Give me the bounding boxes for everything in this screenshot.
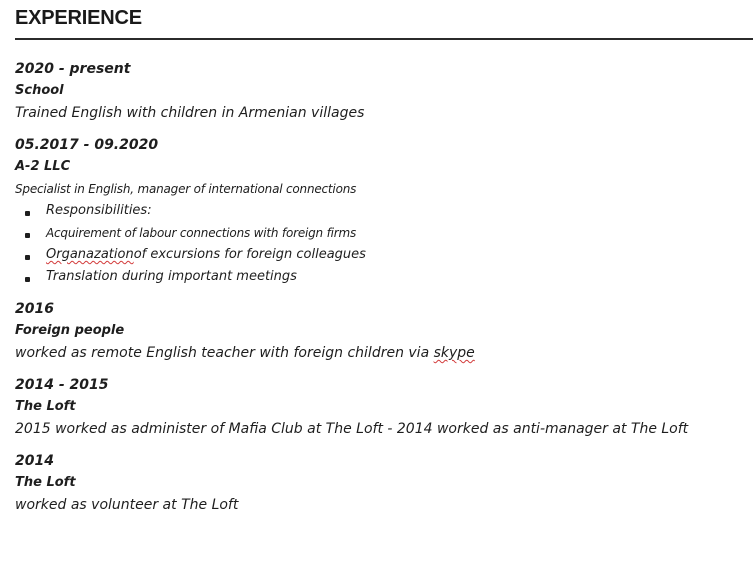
entry-description-text: worked as remote English teacher with foreign children via <box>15 345 434 361</box>
section-title: EXPERIENCE <box>15 7 142 29</box>
entry-description <box>15 342 750 364</box>
list-item <box>15 244 750 266</box>
entry-organization: School <box>15 83 64 98</box>
responsibilities-list <box>15 200 750 288</box>
experience-entry <box>15 374 750 440</box>
experience-entry <box>15 450 750 516</box>
experience-entry <box>15 58 750 124</box>
experience-entry <box>15 134 750 288</box>
bullet-icon <box>25 233 30 238</box>
bullet-icon <box>25 277 30 282</box>
entry-organization: The Loft <box>15 475 76 490</box>
entry-description: Specialist in English, manager of international connections <box>15 182 357 196</box>
entry-description: 2015 worked as administer of Mafia Club at The Loft - 2014 worked as anti-manager at The Loft <box>15 421 689 437</box>
entry-organization: A-2 LLC <box>15 159 71 174</box>
list-item-text: of excursions for foreign colleagues <box>133 247 366 262</box>
list-item-text: Responsibilities: <box>46 203 152 218</box>
list-item-text: Acquirement of labour connections with foreign firms <box>46 226 357 240</box>
entry-date: 2016 <box>15 301 54 317</box>
entry-organization: Foreign people <box>15 323 125 338</box>
experience-entry <box>15 298 750 364</box>
entry-date: 2020 - present <box>15 61 131 77</box>
list-item-text: Translation during important meetings <box>46 269 297 284</box>
experience-list <box>15 58 750 526</box>
entry-organization: The Loft <box>15 399 76 414</box>
list-item <box>15 200 750 222</box>
bullet-icon <box>25 211 30 216</box>
entry-date: 05.2017 - 09.2020 <box>15 137 159 153</box>
section-divider <box>15 38 753 40</box>
entry-description: Trained English with children in Armenian villages <box>15 105 365 121</box>
misspelled-word[interactable]: skype <box>433 345 475 361</box>
list-item <box>15 222 750 244</box>
entry-date: 2014 <box>15 453 54 469</box>
entry-date: 2014 - 2015 <box>15 377 109 393</box>
misspelled-word[interactable]: Organazation <box>46 247 134 262</box>
entry-description: worked as volunteer at The Loft <box>15 497 239 513</box>
bullet-icon <box>25 255 30 260</box>
list-item <box>15 266 750 288</box>
